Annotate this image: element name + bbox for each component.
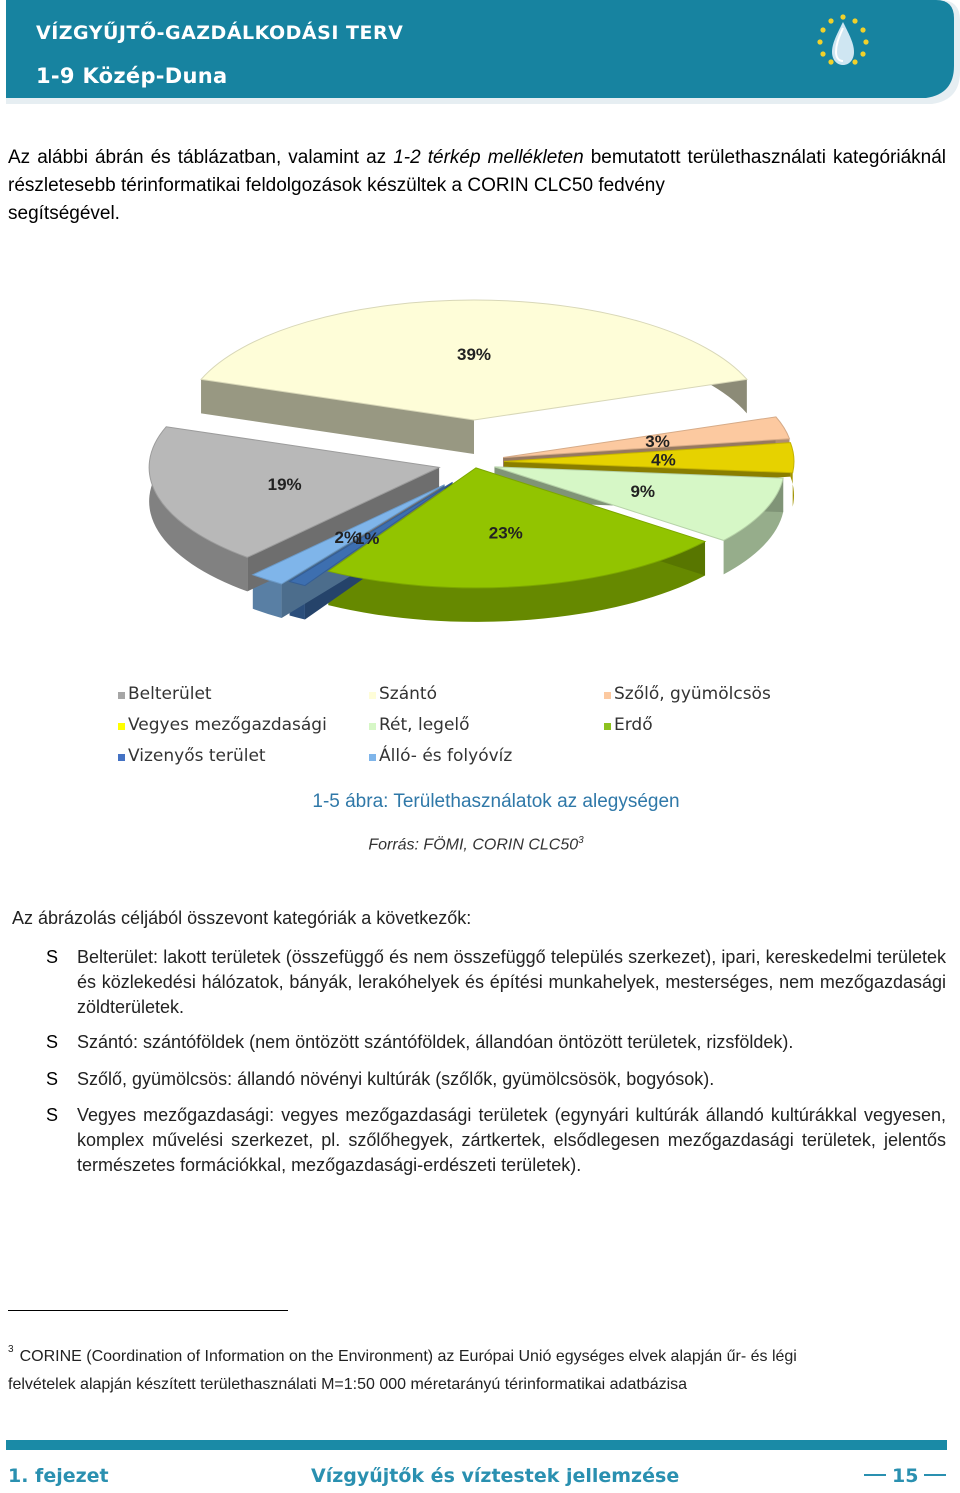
legend-swatch bbox=[369, 723, 376, 730]
legend-swatch bbox=[369, 754, 376, 761]
legend-swatch bbox=[118, 692, 125, 699]
legend-label: Szántó bbox=[379, 684, 437, 704]
bullet-item bbox=[46, 945, 946, 1020]
legend-label: Erdő bbox=[614, 715, 653, 735]
land-use-pie-chart bbox=[44, 272, 910, 776]
map-reference: 1-2 térkép mellékleten bbox=[393, 147, 584, 168]
figure-source-text: Forrás: FÖMI, CORIN CLC50 bbox=[368, 836, 579, 854]
bullet-text-szolo: Szőlő, gyümölcsös: állandó növényi kultúrák (szőlők, gyümölcsösök, bogyósok). bbox=[77, 1069, 715, 1089]
bullet-item bbox=[46, 1030, 946, 1055]
pie-label: 4% bbox=[651, 450, 676, 470]
pie-label: 9% bbox=[630, 482, 656, 502]
footer-title: Vízgyűjtők és víztestek jellemzése bbox=[311, 1465, 680, 1487]
pie-label: 19% bbox=[267, 474, 302, 494]
bullet-item bbox=[46, 1103, 946, 1178]
categories-intro: Az ábrázolás céljából összevont kategóriák a következők: bbox=[12, 908, 472, 928]
footer-page bbox=[858, 1465, 952, 1487]
pie-label: 1% bbox=[354, 528, 380, 548]
bullet-marker: S bbox=[46, 1032, 59, 1052]
pie-label: 23% bbox=[488, 523, 523, 543]
pie-label: 39% bbox=[456, 345, 492, 364]
intro-text-2: bemutatott területhasználati kategóriáknál részletesebb térinformatikai feldolgozások készültek a CORIN CLC50 fedvény bbox=[8, 147, 946, 196]
bullet-marker: S bbox=[46, 1105, 59, 1125]
bullet-marker: S bbox=[46, 1069, 59, 1089]
pie-label: 3% bbox=[645, 432, 670, 452]
footer-chapter: 1. fejezet bbox=[8, 1465, 109, 1487]
page-number: 15 bbox=[892, 1465, 919, 1487]
legend-label: Szőlő, gyümölcsös bbox=[614, 684, 771, 704]
figure-caption: 1-5 ábra: Területhasználatok az alegységen bbox=[312, 791, 680, 812]
pie-label: 2% bbox=[334, 527, 360, 547]
footer-bar bbox=[6, 1440, 947, 1450]
pie-chart-svg bbox=[44, 272, 910, 776]
figure-source bbox=[0, 835, 952, 854]
bullet-text-belterulet: Belterület: lakott területek (összefüggő és nem összefüggő település szerkezet), ipari, kereskedelmi területek és közlekedési hálózatok, bányák, lerakóhelyek és építési munkahelyek, mesterséges, nem mezőgazdasági zöldterületek. bbox=[77, 947, 946, 1017]
legend-label: Rét, legelő bbox=[379, 715, 470, 735]
bullet-text-vegyes: Vegyes mezőgazdasági: vegyes mezőgazdasági területek (egynyári kultúrák állandó kultúrákkal vegyesen, komplex művelési szerkezet, pl. szőlőhegyek, zártkertek, elsődlegesen mezőgazdasági területek, jelentős természetes formációkkal, mezőgazdasági-erdészeti területek). bbox=[77, 1105, 946, 1175]
legend-label: Vegyes mezőgazdasági bbox=[128, 715, 327, 735]
page-header bbox=[0, 0, 960, 118]
header-title: VÍZGYŰJTŐ-GAZDÁLKODÁSI TERV bbox=[36, 22, 404, 44]
intro-text-1: Az alábbi ábrán és táblázatban, valamint az bbox=[8, 147, 394, 168]
footnote-text-2: felvételek alapján készített területhasználati M=1:50 000 méretarányú térinformatikai adatbázisa bbox=[8, 1376, 688, 1393]
intro-text-3: segítségével. bbox=[8, 203, 120, 224]
footnote bbox=[8, 1336, 946, 1399]
footnote-ref: 3 bbox=[578, 835, 584, 846]
legend-swatch bbox=[604, 723, 611, 730]
legend-swatch bbox=[118, 723, 125, 730]
bullet-text-szanto: Szántó: szántóföldek (nem öntözött szántóföldek, állandóan öntözött területek, rizsföldek). bbox=[77, 1032, 794, 1052]
legend-label: Álló- és folyóvíz bbox=[379, 746, 513, 766]
legend-swatch bbox=[369, 692, 376, 699]
water-drop-eu-stars-logo bbox=[806, 8, 876, 70]
legend-swatch bbox=[118, 754, 125, 761]
bullet-marker: S bbox=[46, 947, 59, 967]
dash-left bbox=[864, 1474, 886, 1476]
header-subtitle: 1-9 Közép-Duna bbox=[36, 64, 228, 88]
dash-right bbox=[924, 1474, 946, 1476]
legend-label: Belterület bbox=[128, 684, 212, 704]
intro-paragraph bbox=[8, 144, 946, 228]
footnote-separator bbox=[8, 1310, 288, 1311]
footnote-text: CORINE (Coordination of Information on the Environment) az Európai Unió egységes elvek alapján űr- és légi bbox=[19, 1348, 797, 1365]
bullet-item bbox=[46, 1067, 946, 1092]
legend-label: Vizenyős terület bbox=[128, 746, 266, 766]
footnote-number: 3 bbox=[8, 1344, 14, 1355]
legend-swatch bbox=[604, 692, 611, 699]
